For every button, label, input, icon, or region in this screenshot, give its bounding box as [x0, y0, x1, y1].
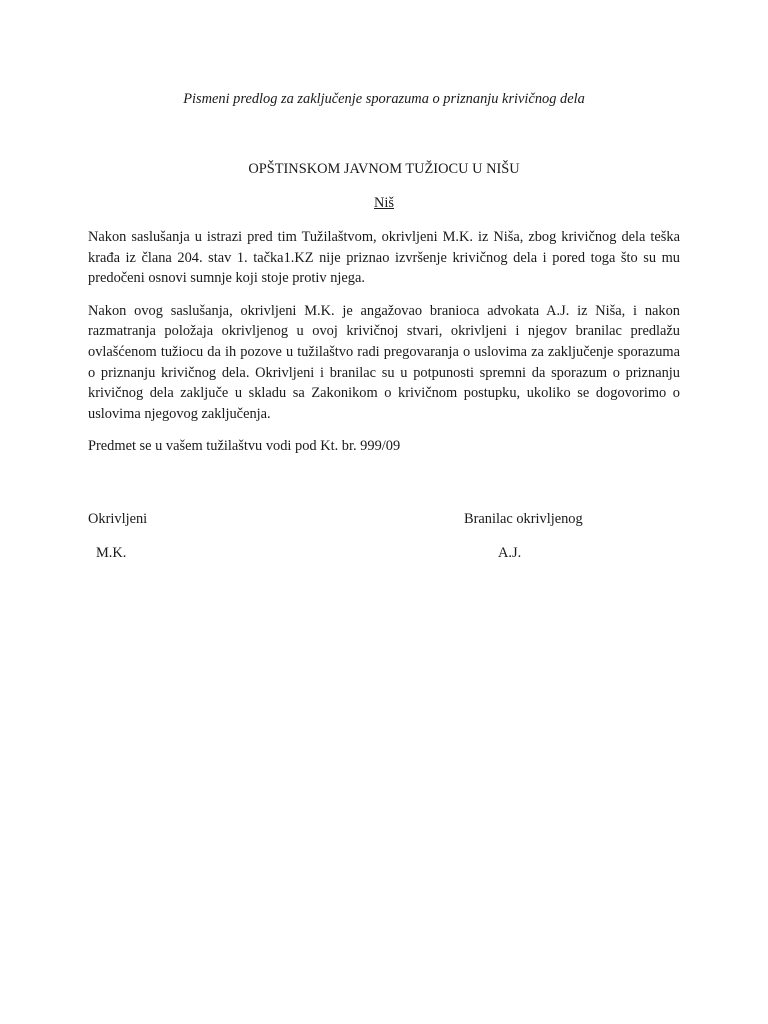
document-subtitle: Pismeni predlog za zaključenje sporazuma o priznanju krivičnog dela	[183, 91, 585, 107]
addressee-heading: OPŠTINSKOM JAVNOM TUŽIOCU U NIŠU	[248, 161, 520, 177]
paragraph-case-number: Predmet se u vašem tužilaštvu vodi pod Kt. br. 999/09	[88, 438, 401, 455]
signature-label-defendant: Okrivljeni	[88, 511, 148, 527]
signature-label-defense-counsel: Branilac okrivljenog	[464, 511, 583, 527]
signature-name-defense-counsel: A.J.	[498, 545, 522, 561]
signature-name-defendant: M.K.	[96, 545, 127, 561]
paragraph-hearing: Nakon saslušanja u istrazi pred tim Tužilaštvom, okrivljeni M.K. iz Niša, zbog krivičnog dela teška krađa iz člana 204. stav 1. tačka1.KZ nije priznao izvršenje krivičnog dela i pored toga što su mu predočeni osnovi sumnje koji stoje protiv njega.	[88, 229, 680, 287]
document-body	[88, 227, 680, 469]
paragraph-proposal: Nakon ovog saslušanja, okrivljeni M.K. je angažovao branioca advokata A.J. iz Niša, i nakon razmatranja položaja okrivljenog u ovoj krivičnoj stvari, okrivljeni i njegov branilac predlažu ovlašćenom tužiocu da ih pozove u tužilaštvo radi pregovaranja o uslovima za zaključenje sporazuma o priznanju krivičnog dela. Okrivljeni i branilac su u potpunosti spremni da sporazum o priznanju krivičnog dela zaključe u skladu sa Zakonikom o krivičnom postupku, ukoliko se dogovorimo o uslovima njegovog zaključenja.	[88, 302, 680, 422]
addressee-city: Niš	[374, 195, 394, 211]
